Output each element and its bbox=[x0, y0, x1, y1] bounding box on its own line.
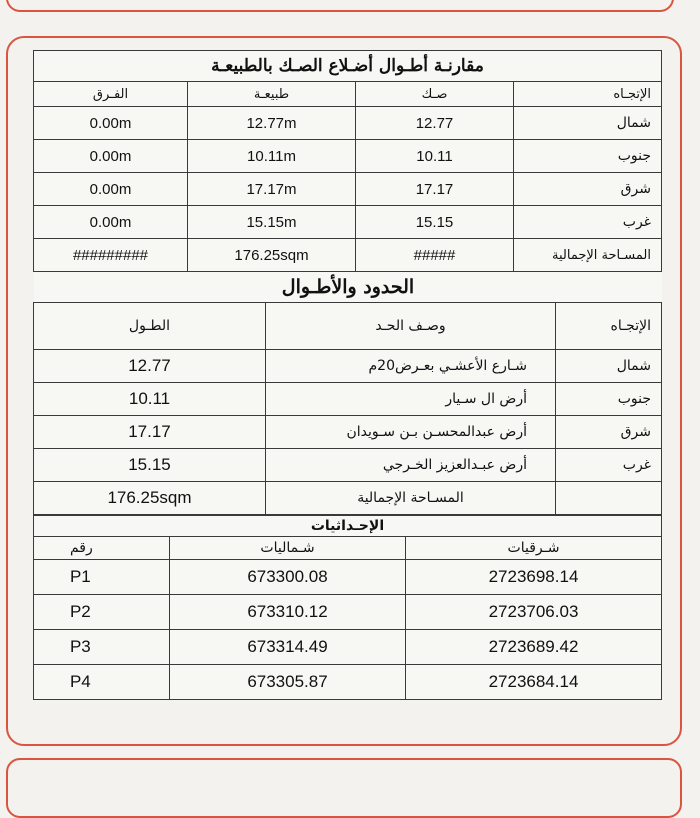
row-length-value: 10.11 bbox=[34, 383, 266, 416]
boundaries-total-row bbox=[34, 482, 662, 515]
boundaries-table bbox=[33, 302, 662, 515]
total-area-value: 176.25sqm bbox=[34, 482, 266, 515]
row-direction: شرق bbox=[556, 416, 662, 449]
row-deed-value: 10.11 bbox=[356, 140, 514, 173]
table-row bbox=[33, 140, 661, 173]
header-difference: الفـرق bbox=[33, 82, 187, 107]
row-easting-value: 2723706.03 bbox=[406, 595, 662, 630]
table-row bbox=[33, 595, 661, 630]
row-direction: شمال bbox=[514, 107, 662, 140]
row-easting-value: 2723689.42 bbox=[406, 630, 662, 665]
table-row bbox=[33, 107, 661, 140]
row-boundary-description: أرض عبـدالعزيز الخـرجي bbox=[266, 449, 556, 482]
header-easting: شـرقيات bbox=[406, 537, 662, 560]
comparison-header-row bbox=[33, 82, 661, 107]
row-nature-value: 12.77m bbox=[188, 107, 356, 140]
table-row bbox=[34, 350, 662, 383]
header-description: وصـف الحـد bbox=[266, 303, 556, 350]
row-difference-value: 0.00m bbox=[33, 140, 187, 173]
header-direction: الإتجـاه bbox=[514, 82, 662, 107]
header-direction: الإتجـاه bbox=[556, 303, 662, 350]
boundaries-title: الحدود والأطـوال bbox=[281, 276, 415, 298]
table-row bbox=[34, 416, 662, 449]
comparison-title: مقارنـة أطـوال أضـلاع الصـك بالطبيعـة bbox=[33, 51, 661, 82]
row-point-number: P3 bbox=[33, 630, 169, 665]
row-length-value: 15.15 bbox=[34, 449, 266, 482]
row-length-value: 12.77 bbox=[34, 350, 266, 383]
row-difference-value: 0.00m bbox=[33, 206, 187, 239]
total-difference-value: ######### bbox=[33, 239, 187, 272]
row-deed-value: 17.17 bbox=[356, 173, 514, 206]
row-easting-value: 2723698.14 bbox=[406, 560, 662, 595]
row-nature-value: 17.17m bbox=[188, 173, 356, 206]
bottom-frame-border bbox=[6, 758, 682, 818]
coordinates-table bbox=[33, 515, 662, 700]
header-nature: طبيعـة bbox=[188, 82, 356, 107]
row-boundary-description: أرض ال سـيار bbox=[266, 383, 556, 416]
total-label: المسـاحة الإجمالية bbox=[514, 239, 662, 272]
row-northing-value: 673300.08 bbox=[170, 560, 406, 595]
row-length-value: 17.17 bbox=[34, 416, 266, 449]
row-direction: غرب bbox=[556, 449, 662, 482]
survey-document bbox=[34, 50, 662, 700]
comparison-total-row bbox=[33, 239, 661, 272]
comparison-table bbox=[33, 50, 662, 272]
boundaries-header-row bbox=[34, 303, 662, 350]
row-point-number: P2 bbox=[33, 595, 169, 630]
row-nature-value: 15.15m bbox=[188, 206, 356, 239]
row-difference-value: 0.00m bbox=[33, 173, 187, 206]
row-boundary-description: أرض عبدالمحسـن بـن سـويدان bbox=[266, 416, 556, 449]
header-northing: شـماليات bbox=[170, 537, 406, 560]
row-direction: شمال bbox=[556, 350, 662, 383]
row-easting-value: 2723684.14 bbox=[406, 665, 662, 700]
header-deed: صـك bbox=[356, 82, 514, 107]
table-row bbox=[33, 206, 661, 239]
table-row bbox=[33, 560, 661, 595]
row-direction: جنوب bbox=[556, 383, 662, 416]
row-difference-value: 0.00m bbox=[33, 107, 187, 140]
top-frame-border bbox=[6, 0, 674, 12]
row-direction: شرق bbox=[514, 173, 662, 206]
table-row bbox=[33, 173, 661, 206]
total-deed-value: ##### bbox=[356, 239, 514, 272]
row-northing-value: 673305.87 bbox=[170, 665, 406, 700]
row-nature-value: 10.11m bbox=[188, 140, 356, 173]
total-nature-value: 176.25sqm bbox=[188, 239, 356, 272]
row-northing-value: 673310.12 bbox=[170, 595, 406, 630]
table-row bbox=[33, 630, 661, 665]
header-number: رقم bbox=[33, 537, 169, 560]
empty-cell bbox=[556, 482, 662, 515]
row-deed-value: 12.77 bbox=[356, 107, 514, 140]
row-point-number: P1 bbox=[33, 560, 169, 595]
header-length: الطـول bbox=[34, 303, 266, 350]
row-deed-value: 15.15 bbox=[356, 206, 514, 239]
table-row bbox=[34, 449, 662, 482]
table-row bbox=[34, 383, 662, 416]
row-point-number: P4 bbox=[33, 665, 169, 700]
row-direction: جنوب bbox=[514, 140, 662, 173]
total-label: المسـاحة الإجمالية bbox=[266, 482, 556, 515]
row-northing-value: 673314.49 bbox=[170, 630, 406, 665]
row-boundary-description: شـارع الأعشـي بعـرض20م bbox=[266, 350, 556, 383]
coordinates-title: الإحـداثيات bbox=[33, 516, 661, 537]
table-row bbox=[33, 665, 661, 700]
coordinates-header-row bbox=[33, 537, 661, 560]
row-direction: غرب bbox=[514, 206, 662, 239]
